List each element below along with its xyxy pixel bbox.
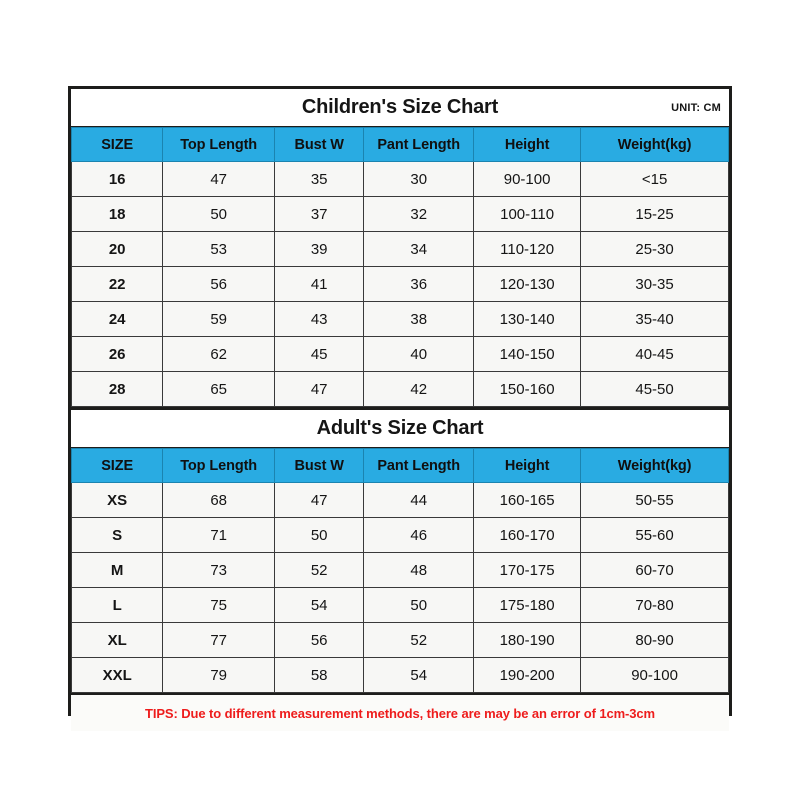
column-header-weight: Weight(kg) (581, 128, 729, 162)
cell-bust-w: 43 (275, 302, 364, 337)
cell-top-length: 71 (163, 518, 275, 553)
cell-pant-length: 52 (364, 623, 474, 658)
cell-top-length: 53 (163, 232, 275, 267)
cell-weight: 40-45 (581, 337, 729, 372)
adult-size-table (71, 448, 729, 693)
cell-pant-length: 40 (364, 337, 474, 372)
cell-bust-w: 52 (275, 553, 364, 588)
cell-weight: 60-70 (581, 553, 729, 588)
cell-size: L (72, 588, 163, 623)
cell-weight: 15-25 (581, 197, 729, 232)
column-header-size: SIZE (72, 128, 163, 162)
children-title-bar (71, 89, 729, 127)
cell-size: 24 (72, 302, 163, 337)
table-row (72, 588, 729, 623)
column-header-top-length: Top Length (163, 128, 275, 162)
cell-bust-w: 47 (275, 483, 364, 518)
cell-height: 180-190 (474, 623, 581, 658)
table-row (72, 232, 729, 267)
cell-bust-w: 50 (275, 518, 364, 553)
cell-height: 130-140 (474, 302, 581, 337)
size-chart-frame (68, 86, 732, 721)
cell-pant-length: 30 (364, 162, 474, 197)
cell-top-length: 75 (163, 588, 275, 623)
cell-bust-w: 35 (275, 162, 364, 197)
cell-weight: 90-100 (581, 658, 729, 693)
cell-size: S (72, 518, 163, 553)
adult-table-body (72, 483, 729, 693)
cell-size: 18 (72, 197, 163, 232)
header-row (72, 128, 729, 162)
cell-weight: 70-80 (581, 588, 729, 623)
cell-size: 16 (72, 162, 163, 197)
header-row (72, 449, 729, 483)
cell-top-length: 77 (163, 623, 275, 658)
cell-top-length: 59 (163, 302, 275, 337)
table-row (72, 623, 729, 658)
cell-weight: 55-60 (581, 518, 729, 553)
cell-size: 20 (72, 232, 163, 267)
cell-size: M (72, 553, 163, 588)
cell-bust-w: 41 (275, 267, 364, 302)
column-header-pant-length: Pant Length (364, 449, 474, 483)
cell-height: 175-180 (474, 588, 581, 623)
cell-weight: 35-40 (581, 302, 729, 337)
cell-bust-w: 45 (275, 337, 364, 372)
cell-bust-w: 56 (275, 623, 364, 658)
cell-pant-length: 32 (364, 197, 474, 232)
table-row (72, 372, 729, 407)
cell-height: 150-160 (474, 372, 581, 407)
table-row (72, 483, 729, 518)
cell-height: 110-120 (474, 232, 581, 267)
tips-text: TIPS: Due to different measurement methods, there are may be an error of 1cm-3cm (145, 705, 655, 721)
adult-table-header (72, 449, 729, 483)
table-row (72, 658, 729, 693)
cell-height: 140-150 (474, 337, 581, 372)
table-row (72, 197, 729, 232)
cell-bust-w: 58 (275, 658, 364, 693)
table-row (72, 518, 729, 553)
cell-size: 28 (72, 372, 163, 407)
adult-section-title: Adult's Size Chart (316, 417, 484, 439)
cell-height: 160-165 (474, 483, 581, 518)
cell-size: 26 (72, 337, 163, 372)
cell-height: 120-130 (474, 267, 581, 302)
cell-size: XXL (72, 658, 163, 693)
cell-pant-length: 44 (364, 483, 474, 518)
cell-size: XL (72, 623, 163, 658)
cell-weight: 80-90 (581, 623, 729, 658)
table-row (72, 162, 729, 197)
cell-pant-length: 38 (364, 302, 474, 337)
children-table-header (72, 128, 729, 162)
cell-size: 22 (72, 267, 163, 302)
cell-pant-length: 48 (364, 553, 474, 588)
cell-weight: <15 (581, 162, 729, 197)
children-size-table (71, 127, 729, 407)
cell-pant-length: 46 (364, 518, 474, 553)
cell-weight: 45-50 (581, 372, 729, 407)
table-row (72, 337, 729, 372)
cell-top-length: 68 (163, 483, 275, 518)
cell-top-length: 47 (163, 162, 275, 197)
cell-top-length: 73 (163, 553, 275, 588)
cell-top-length: 56 (163, 267, 275, 302)
cell-height: 160-170 (474, 518, 581, 553)
cell-height: 90-100 (474, 162, 581, 197)
unit-label: UNIT: CM (671, 101, 721, 114)
tips-bar (71, 693, 729, 731)
children-section-title: Children's Size Chart (301, 96, 499, 118)
cell-weight: 25-30 (581, 232, 729, 267)
children-table-body (72, 162, 729, 407)
column-header-size: SIZE (72, 449, 163, 483)
cell-pant-length: 54 (364, 658, 474, 693)
table-row (72, 553, 729, 588)
table-row (72, 267, 729, 302)
column-header-top-length: Top Length (163, 449, 275, 483)
adult-title-bar (71, 410, 729, 448)
cell-bust-w: 47 (275, 372, 364, 407)
cell-top-length: 65 (163, 372, 275, 407)
cell-weight: 50-55 (581, 483, 729, 518)
cell-top-length: 79 (163, 658, 275, 693)
cell-pant-length: 36 (364, 267, 474, 302)
cell-pant-length: 42 (364, 372, 474, 407)
cell-top-length: 50 (163, 197, 275, 232)
column-header-pant-length: Pant Length (364, 128, 474, 162)
cell-size: XS (72, 483, 163, 518)
cell-height: 170-175 (474, 553, 581, 588)
cell-pant-length: 34 (364, 232, 474, 267)
cell-pant-length: 50 (364, 588, 474, 623)
column-header-height: Height (474, 128, 581, 162)
column-header-weight: Weight(kg) (581, 449, 729, 483)
table-row (72, 302, 729, 337)
cell-bust-w: 39 (275, 232, 364, 267)
cell-bust-w: 37 (275, 197, 364, 232)
column-header-bust-w: Bust W (275, 128, 364, 162)
cell-weight: 30-35 (581, 267, 729, 302)
column-header-bust-w: Bust W (275, 449, 364, 483)
cell-height: 100-110 (474, 197, 581, 232)
cell-bust-w: 54 (275, 588, 364, 623)
cell-height: 190-200 (474, 658, 581, 693)
column-header-height: Height (474, 449, 581, 483)
cell-top-length: 62 (163, 337, 275, 372)
